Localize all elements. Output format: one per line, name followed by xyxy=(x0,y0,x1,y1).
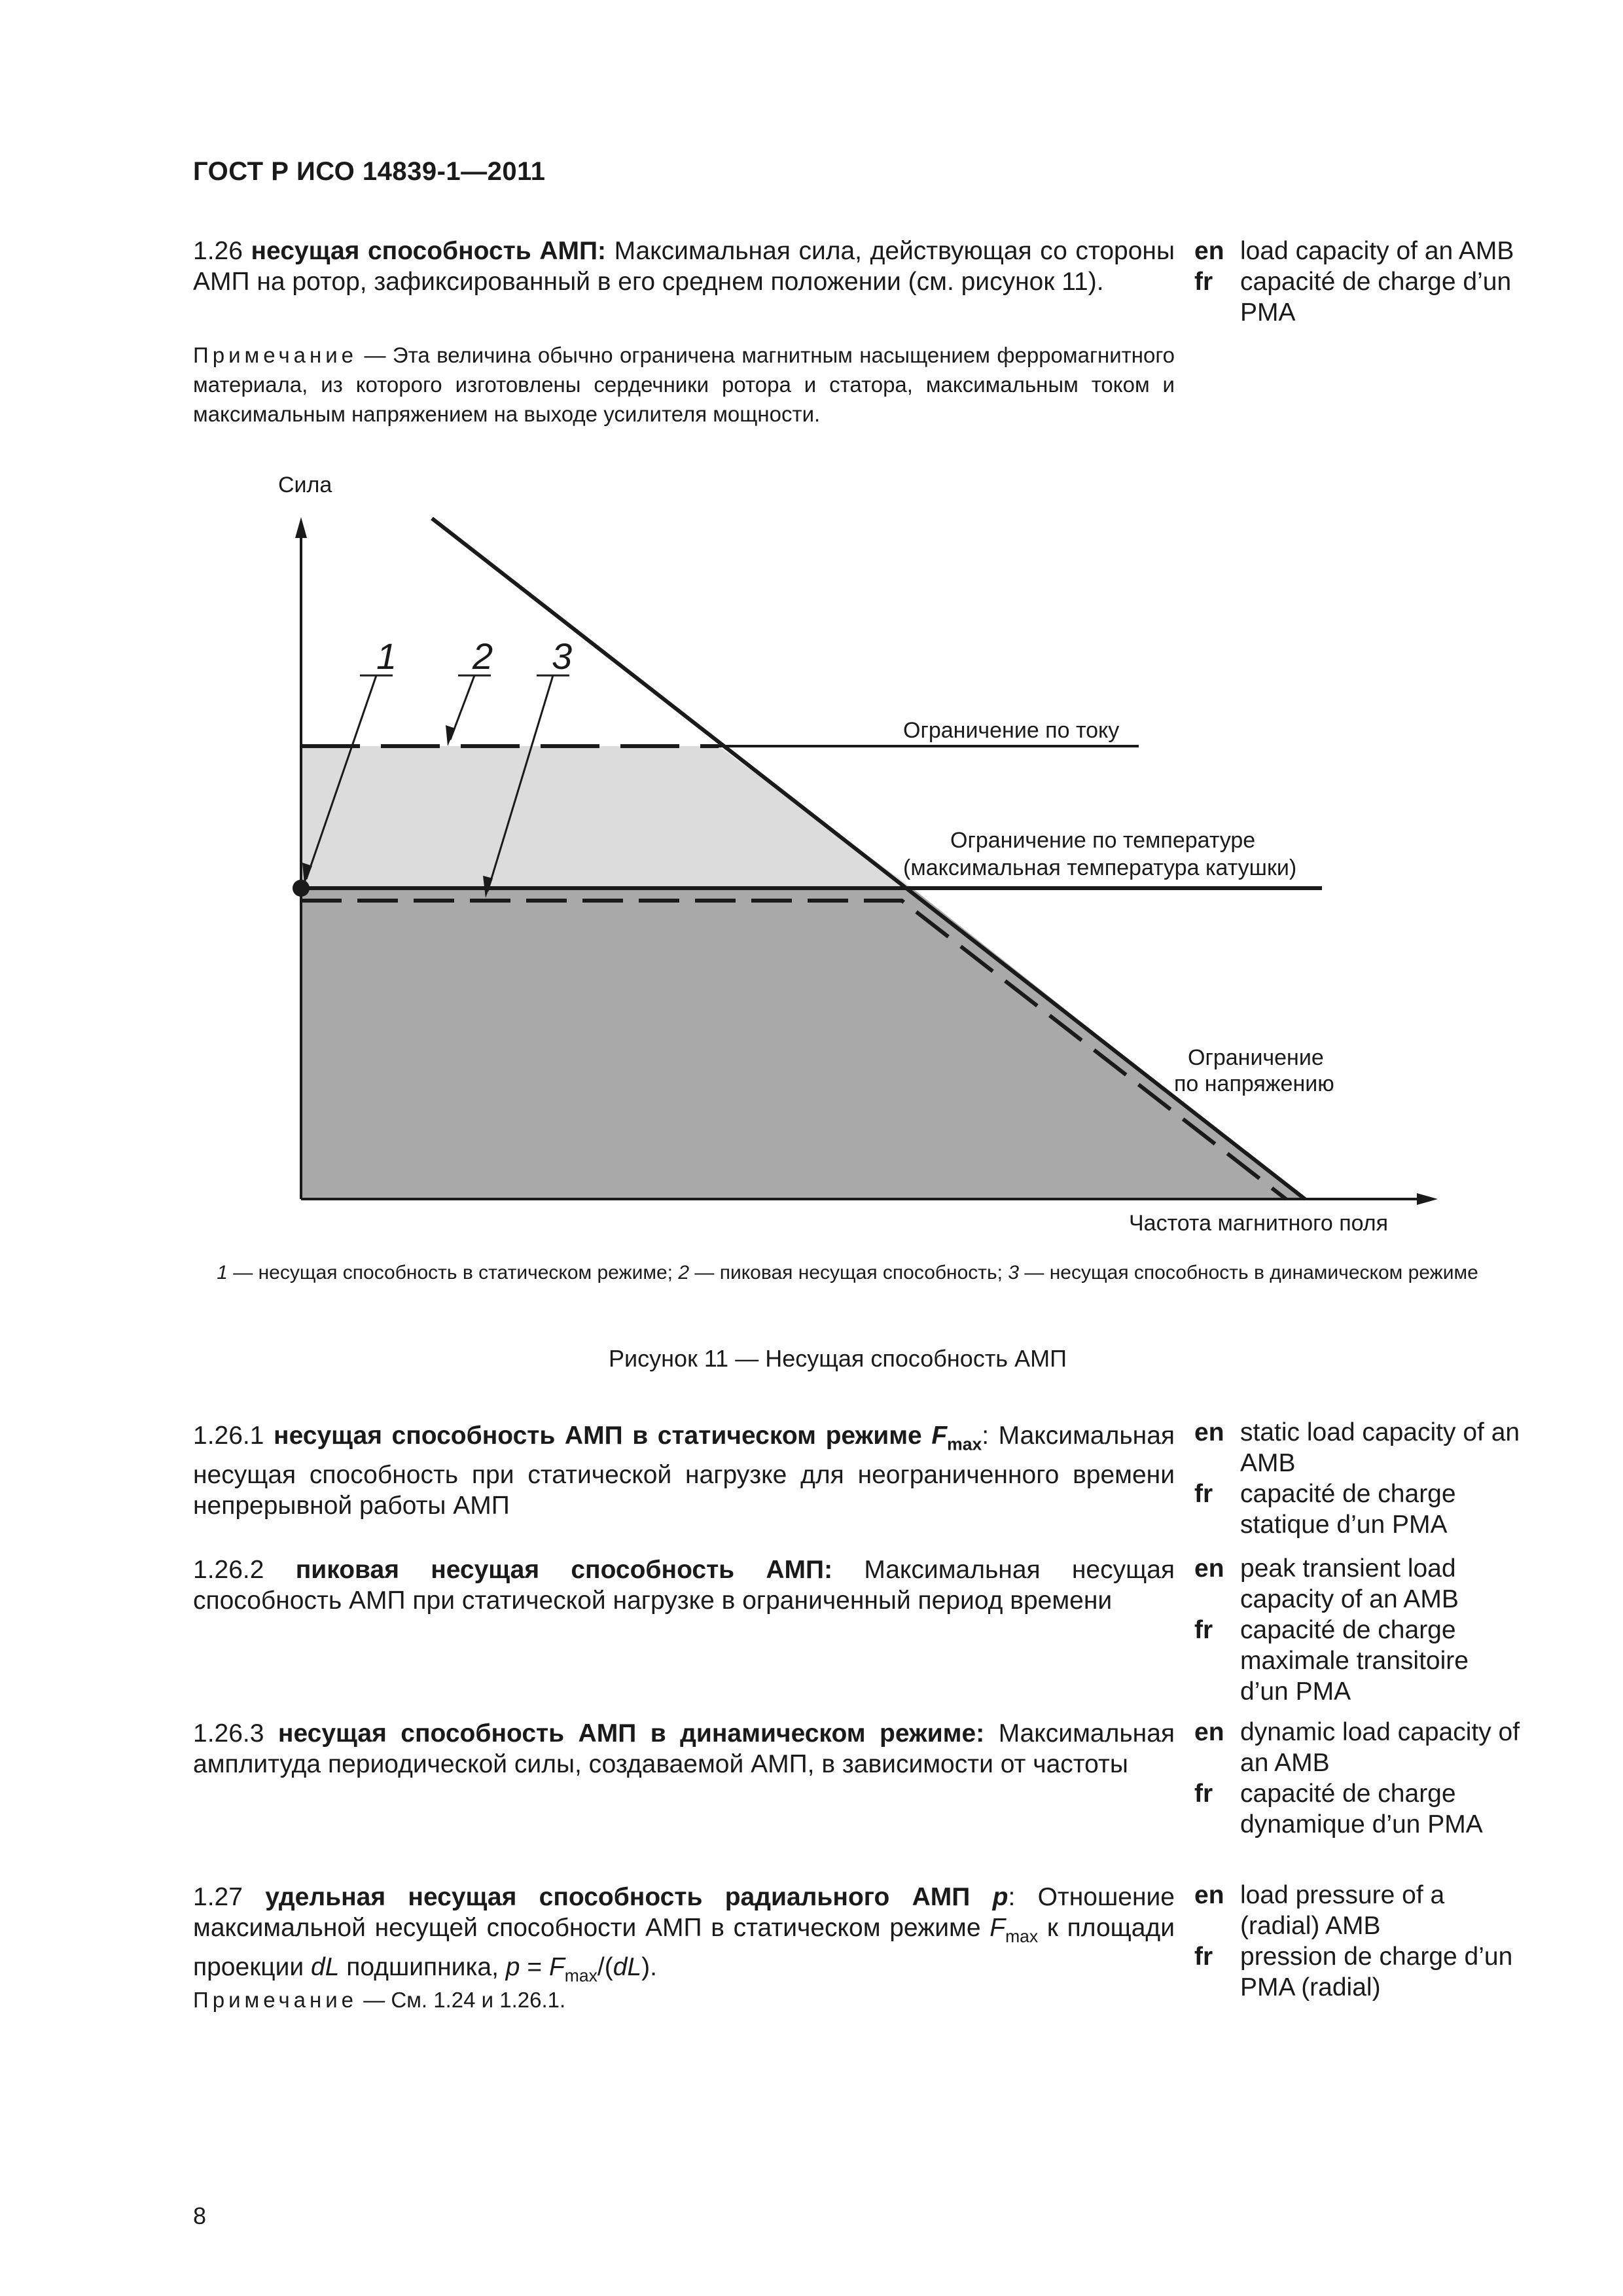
translation-fr: capacité de charge dynamique d’un PMA xyxy=(1240,1780,1483,1839)
voltage-limit-label-1: Ограничение xyxy=(1188,1045,1324,1070)
translation-en: dynamic load capacity of an AMB xyxy=(1240,1718,1520,1777)
formula-div: /( xyxy=(597,1953,613,1982)
symbol-dl: dL xyxy=(311,1953,340,1982)
formula-eq: = xyxy=(527,1953,543,1982)
formula-f: F xyxy=(548,1953,565,1982)
term-1-26-3 xyxy=(193,1718,1175,1780)
y-axis-arrow xyxy=(295,517,307,538)
term-number: 1.27 xyxy=(193,1883,243,1911)
term-1-26-1 xyxy=(193,1420,1175,1521)
lang-code-fr: fr xyxy=(1194,1943,1213,1971)
lang-code-en: en xyxy=(1194,1554,1224,1583)
legend-text-3: — несущая способность в динамическом режиме xyxy=(1024,1262,1478,1283)
translation-fr: capacité de charge maximale transitoire d’un PMA xyxy=(1240,1616,1469,1706)
legend-num-1: 1 xyxy=(217,1262,228,1283)
symbol-f-sub: max xyxy=(1005,1926,1039,1946)
translations-1-26-1 xyxy=(1194,1417,1522,1540)
translations-1-26-3 xyxy=(1194,1717,1522,1840)
term-1-26-2 xyxy=(193,1554,1175,1616)
figure-legend xyxy=(183,1260,1512,1286)
lang-code-en: en xyxy=(1194,1718,1224,1746)
document-header: ГОСТ Р ИСО 14839-1—2011 xyxy=(193,157,546,186)
term-symbol-sub: max xyxy=(947,1434,982,1454)
lang-code-fr: fr xyxy=(1194,268,1213,296)
term-name: несущая способность АМП в динамическом режиме: xyxy=(277,1719,985,1748)
x-axis-arrow xyxy=(1417,1193,1438,1205)
symbol-f: F xyxy=(990,1914,1006,1942)
lang-code-en: en xyxy=(1194,1881,1224,1909)
temperature-limit-label-2: (максимальная температура катушки) xyxy=(903,855,1297,880)
term-name: несущая способность АМП: xyxy=(251,237,606,265)
note-1-26 xyxy=(193,340,1175,429)
term-symbol: F xyxy=(931,1422,948,1450)
term-definition-a: : Отношение максимальной несущей способности АМП в статическом режиме xyxy=(193,1883,1175,1942)
term-definition: Максимальная амплитуда периодической силы, создаваемой АМП, в зависимости от частоты xyxy=(193,1719,1175,1778)
term-1-27 xyxy=(193,1882,1175,1992)
marker-1: 1 xyxy=(376,636,397,677)
marker-3: 3 xyxy=(552,636,573,677)
lang-code-en: en xyxy=(1194,1418,1224,1446)
translations-1-27 xyxy=(1194,1880,1522,2003)
static-capacity-region xyxy=(301,888,1305,1199)
lang-code-en: en xyxy=(1194,237,1224,265)
translation-fr: capacité de charge statique d’un PMA xyxy=(1240,1480,1456,1539)
term-name: пиковая несущая способность АМП: xyxy=(295,1556,833,1584)
term-number: 1.26 xyxy=(193,237,243,265)
note-1-27 xyxy=(193,1985,1175,2015)
term-number: 1.26.3 xyxy=(193,1719,264,1748)
translation-en: load capacity of an AMB xyxy=(1240,237,1514,265)
translation-fr: pression de charge d’un PMA (radial) xyxy=(1240,1943,1513,2001)
legend-text-2: — пиковая несущая способность; xyxy=(694,1262,1003,1283)
voltage-limit-label-2: по напряжению xyxy=(1174,1071,1334,1096)
formula-f-sub: max xyxy=(564,1965,597,1986)
peak-capacity-region xyxy=(301,746,912,888)
marker-2: 2 xyxy=(473,636,493,677)
note-text: — Эта величина обычно ограничена магнитным насыщением ферромагнитного материала, из которого изготовлены сердечники ротора и статора, максимальным током и максимальным напряжением на выходе усилителя мощности. xyxy=(193,343,1175,426)
term-symbol: p xyxy=(992,1883,1008,1911)
term-number: 1.26.2 xyxy=(193,1556,264,1584)
figure-title: Рисунок 11 — Несущая способность АМП xyxy=(609,1345,1067,1372)
page-number: 8 xyxy=(193,2202,207,2229)
translations-1-26-2 xyxy=(1194,1553,1522,1707)
current-limit-label: Ограничение по току xyxy=(903,718,1120,743)
formula-dl: dL xyxy=(613,1953,642,1982)
note-text: — См. 1.24 и 1.26.1. xyxy=(363,1988,566,2012)
term-definition: Максимальная несущая способность АМП при статической нагрузке в ограниченный период времени xyxy=(193,1556,1175,1615)
x-axis-label: Частота магнитного поля xyxy=(1129,1211,1389,1236)
note-label: Примечание xyxy=(193,343,358,367)
note-label: Примечание xyxy=(193,1988,358,2012)
translation-en: static load capacity of an AMB xyxy=(1240,1418,1520,1477)
lang-code-fr: fr xyxy=(1194,1780,1213,1808)
static-capacity-point xyxy=(293,880,310,897)
legend-num-2: 2 xyxy=(678,1262,690,1283)
translation-en: load pressure of a (radial) AMB xyxy=(1240,1881,1445,1940)
temperature-limit-label-1: Ограничение по температуре xyxy=(950,828,1256,853)
term-1-26 xyxy=(193,236,1175,297)
legend-num-3: 3 xyxy=(1008,1262,1020,1283)
translation-fr: capacité de charge d’un PMA xyxy=(1240,268,1512,327)
term-definition-c: подшипника, xyxy=(346,1953,499,1982)
legend-text-1: — несущая способность в статическом режиме; xyxy=(233,1262,673,1283)
term-definition: : Максимальная несущая способность при статической нагрузке для неограниченного времени непрерывной работы АМП xyxy=(193,1422,1175,1520)
term-number: 1.26.1 xyxy=(193,1422,264,1450)
term-definition: Максимальная сила, действующая со стороны АМП на ротор, зафиксированный в его среднем положении (см. рисунок 11). xyxy=(193,237,1175,296)
term-name: несущая способность АМП в статическом режиме xyxy=(274,1422,922,1450)
translations-1-26 xyxy=(1194,236,1522,328)
lang-code-fr: fr xyxy=(1194,1480,1213,1508)
leader-arrow-2 xyxy=(446,725,455,746)
translation-en: peak transient load capacity of an AMB xyxy=(1240,1554,1459,1613)
term-definition-b: к площади проекции xyxy=(193,1914,1175,1982)
formula-p: p xyxy=(505,1953,520,1982)
figure-11-diagram xyxy=(0,458,1623,1257)
formula-end: ). xyxy=(641,1953,657,1982)
term-name: удельная несущая способность радиального АМП xyxy=(265,1883,971,1911)
y-axis-label: Сила xyxy=(278,473,332,497)
lang-code-fr: fr xyxy=(1194,1616,1213,1644)
